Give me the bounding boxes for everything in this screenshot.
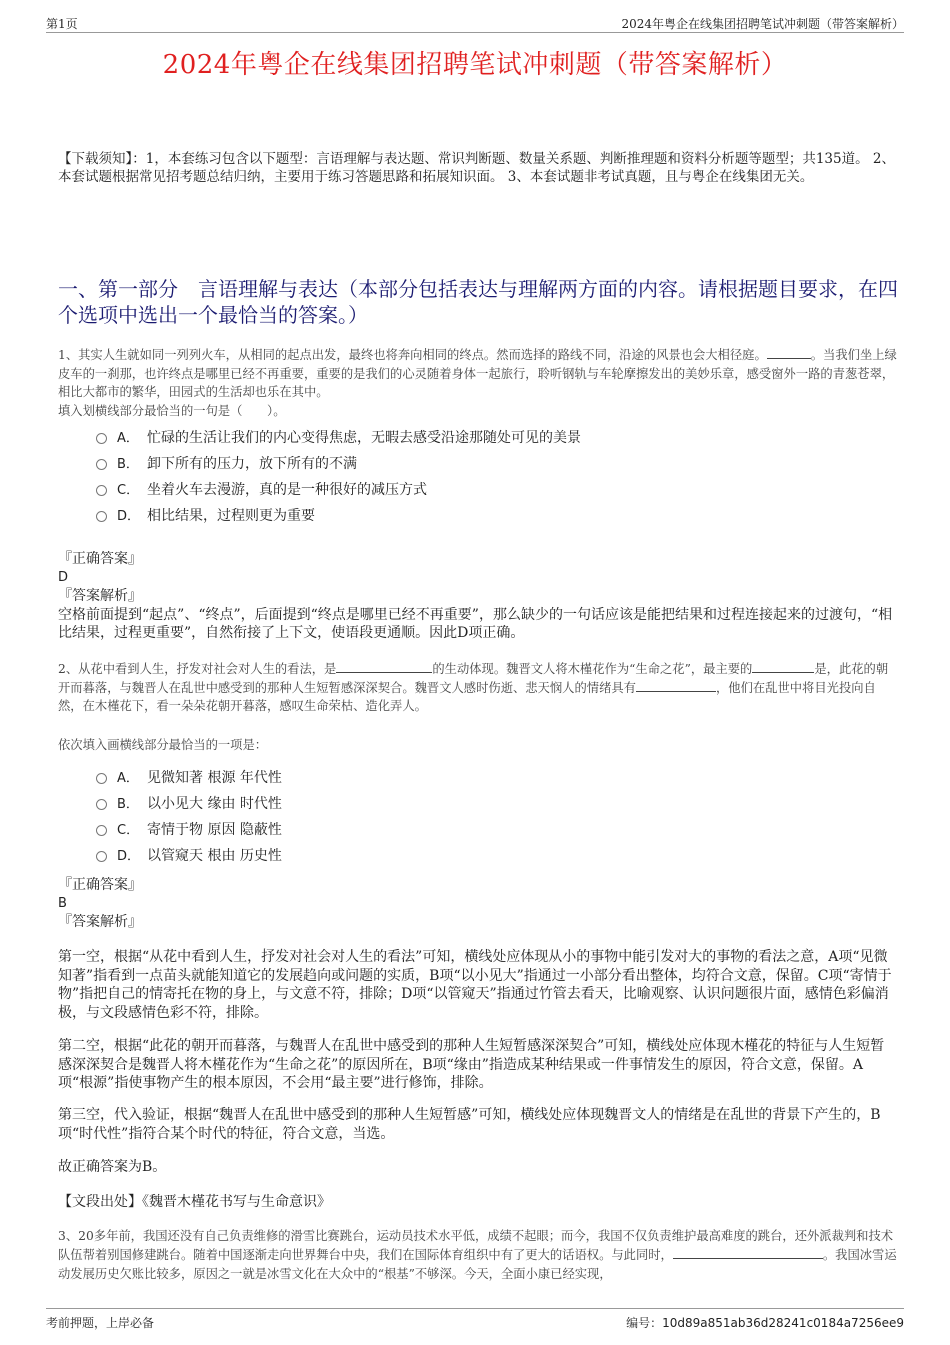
- question-2-prompt: 依次填入画横线部分最恰当的一项是：: [58, 738, 268, 752]
- page-header: [46, 14, 904, 33]
- radio-icon[interactable]: [96, 511, 107, 522]
- option-b[interactable]: B． 卸下所有的压力，放下所有的不满: [96, 451, 581, 477]
- question-2-answer-block: [58, 876, 898, 932]
- radio-icon[interactable]: [96, 773, 107, 784]
- question-1-stem: [58, 346, 900, 420]
- header-doc-title: 2024年粤企在线集团招聘笔试冲刺题（带答案解析）: [621, 17, 904, 31]
- fill-blank: [752, 660, 814, 673]
- option-a[interactable]: A． 见微知著 根源 年代性: [96, 765, 282, 791]
- section-heading: 一、第一部分 言语理解与表达（本部分包括表达与理解两方面的内容。请根据题目要求，在四个选项中选出一个最恰当的答案。）: [58, 277, 898, 327]
- analysis-paragraph-3: 第三空，代入验证，根据“魏晋人在乱世中感受到的那种人生短暂感”可知，横线处应体现魏晋文人的情绪是在乱世的背景下产生的，B项“时代性”指符合某个时代的特征，符合文意，当选。: [58, 1107, 881, 1142]
- text-source: 【文段出处】《魏晋木槿花书写与生命意识》: [58, 1194, 331, 1210]
- download-notice: 【下载须知】：1，本套练习包含以下题型：言语理解与表达题、常识判断题、数量关系题、判断推理题和资料分析题等题型；共135道。 2、本套试题根据常见招考题总结归纳，主要用于练习答题思路和拓展知识面。 3、本套试题非考试真题，且与粤企在线集团无关。: [58, 151, 895, 185]
- question-1-text-a: 1、其实人生就如同一列列火车，从相同的起点出发，最终也将奔向相同的终点。然而选择的路线不同，沿途的风景也会大相径庭。: [58, 348, 767, 362]
- analysis-label: 『答案解析』: [58, 588, 142, 604]
- question-2-stem: 2、从花中看到人生，抒发对社会对人生的看法，是 的生动体现。魏晋文人将木槿花作为“生命之花”，最主要的 是，此花的朝开而暮落，与魏晋人在乱世中感受到的那种人生短暂感深深契合。魏晋文人感时伤逝、悲天悯人的情绪具有 ，他们在乱世中将目光投向自然，在木槿花下，看一朵朵花朝开暮落，感叹生命荣枯、造化弄人。: [58, 662, 889, 713]
- question-1-options: [96, 425, 581, 529]
- radio-icon[interactable]: [96, 459, 107, 470]
- analysis-label: 『答案解析』: [58, 914, 142, 930]
- option-c[interactable]: C． 寄情于物 原因 隐蔽性: [96, 817, 282, 843]
- correct-answer-label: 『正确答案』: [58, 877, 142, 893]
- analysis-paragraph-2: 第二空，根据“此花的朝开而暮落，与魏晋人在乱世中感受到的那种人生短暂感深深契合”可知，横线处应体现木槿花的特征与人生短暂感深深契合是魏晋人将木槿花作为“生命之花”的原因所在，B项“缘由”指造成某种结果或一件事情发生的原因，符合文意，保留。A项“根源”指使事物产生的根本原因，不会用“最主要”进行修饰，排除。: [58, 1038, 885, 1091]
- analysis-conclusion: 故正确答案为B。: [58, 1159, 167, 1175]
- radio-icon[interactable]: [96, 825, 107, 836]
- radio-icon[interactable]: [96, 433, 107, 444]
- radio-icon[interactable]: [96, 799, 107, 810]
- option-d[interactable]: D． 以管窥天 根由 历史性: [96, 843, 282, 869]
- fill-blank: [336, 660, 432, 673]
- option-d[interactable]: D． 相比结果，过程则更为重要: [96, 503, 581, 529]
- correct-answer-label: 『正确答案』: [58, 551, 142, 567]
- page-number: 第1页: [46, 17, 78, 31]
- question-2-options: [96, 765, 282, 869]
- correct-answer: D: [58, 569, 69, 585]
- option-c[interactable]: C． 坐着火车去漫游，真的是一种很好的减压方式: [96, 477, 581, 503]
- radio-icon[interactable]: [96, 851, 107, 862]
- question-3-stem: 3、20多年前，我国还没有自己负责维修的滑雪比赛跳台，运动员技术水平低，成绩不起眼；而今，我国不仅负责维护最高难度的跳台，还外派裁判和技术队伍帮着别国修建跳台。随着中国逐渐走向世界舞台中央，我们在国际体育组织中有了更大的话语权。与此同时， 。我国冰雪运动发展历史欠账比较多，原因之一就是冰雪文化在大众中的“根基”不够深。今天，全面小康已经实现，: [58, 1229, 897, 1281]
- option-b[interactable]: B． 以小见大 缘由 时代性: [96, 791, 282, 817]
- question-1-prompt: 填入划横线部分最恰当的一句是（ ）。: [58, 403, 286, 418]
- fill-blank: [636, 679, 716, 692]
- correct-answer: B: [58, 895, 67, 911]
- option-a[interactable]: A． 忙碌的生活让我们的内心变得焦虑，无暇去感受沿途那随处可见的美景: [96, 425, 581, 451]
- analysis-text: 空格前面提到“起点”、“终点”，后面提到“终点是哪里已经不再重要”，那么缺少的一句话应该是能把结果和过程连接起来的过渡句，“相比结果，过程更重要”，自然衔接了上下文，使语段更通顺。因此D项正确。: [58, 606, 893, 641]
- question-1-answer-block: [58, 550, 898, 643]
- footer-slogan: 考前押题，上岸必备: [46, 1316, 155, 1330]
- fill-blank: [673, 1246, 823, 1259]
- footer-code: 编号：10d89a851ab36d28241c0184a7256ee9: [626, 1316, 904, 1330]
- question-1-text-b: 。当我们坐上绿皮车的一刹那，也许终点是哪里已经不再重要，重要的是我们的心灵随着身体一起旅行，聆听钢轨与车轮摩擦发出的美妙乐章，感受窗外一路的青葱苍翠，相比大都市的繁华，田园式的生活却也乐在其中。: [58, 348, 897, 399]
- fill-blank: [767, 346, 811, 359]
- analysis-paragraph-1: 第一空，根据“从花中看到人生，抒发对社会对人生的看法”可知，横线处应体现从小的事物中能引发对大的事物的看法之意，A项“见微知著”指看到一点苗头就能知道它的发展趋向或问题的实质，B项“以小见大”指通过一小部分看出整体，均符合文意，保留。C项“寄情于物”指把自己的情寄托在物的身上，与文意不符，排除；D项“以管窥天”指通过竹管去看天，比喻观察、认识问题很片面，感情色彩偏消极，与文段感情色彩不符，排除。: [58, 949, 892, 1021]
- page-footer: [46, 1308, 904, 1329]
- radio-icon[interactable]: [96, 485, 107, 496]
- document-title: 2024年粤企在线集团招聘笔试冲刺题（带答案解析）: [162, 50, 788, 80]
